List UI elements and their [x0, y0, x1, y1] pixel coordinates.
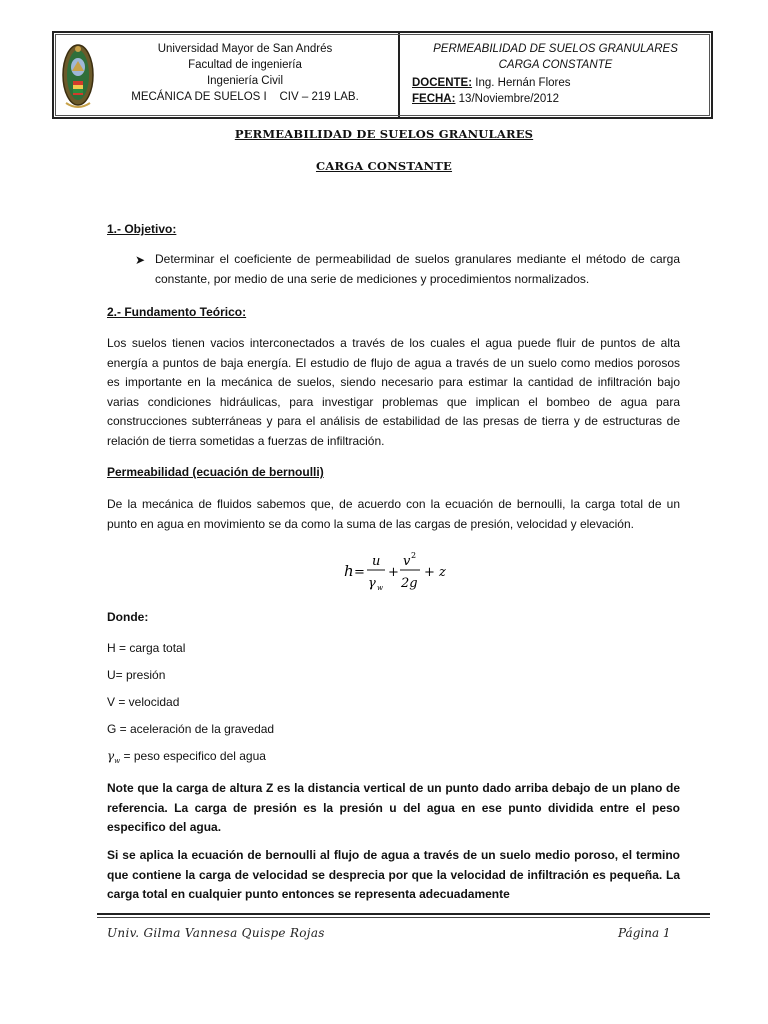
institution-block: [100, 41, 390, 105]
section-fundamento-heading: 2.- Fundamento Teórico:: [107, 305, 247, 319]
header-report-title: [400, 41, 711, 73]
formula-gamma: γ: [368, 576, 376, 591]
paragraph-medio-poroso: Si se aplica la ecuación de bernoulli al flujo de agua a través de un suelo medio poroso, el termino que contiene la carga de velocidad se desprecia por que la velocidad de infiltración es pequeña. La carga total en cualquier punto entonces se representa adecuadamente: [107, 848, 680, 902]
formula-equals: =: [354, 565, 365, 580]
section-objetivo-heading: 1.- Objetivo:: [107, 222, 177, 236]
document-subtitle: CARGA CONSTANTE: [315, 159, 453, 173]
docente-value: Ing. Hernán Flores: [472, 77, 571, 89]
header-title-line-1: PERMEABILIDAD DE SUELOS GRANULARES: [433, 43, 678, 55]
def-carga-total: H = carga total: [107, 641, 186, 655]
formula-gamma-sub: w: [377, 584, 383, 592]
formula-v-squared: 2: [411, 551, 417, 560]
def-presion: U= presión: [107, 668, 166, 682]
objective-text: Determinar el coeficiente de permeabilidad de suelos granulares mediante el método de carga constante, por medio de una serie de mediciones y procedimientos normalizados.: [155, 252, 680, 286]
paragraph-intro: Los suelos tienen vacios interconectados a través de los cuales el agua puede fluir de puntos de alta energía a puntos de baja energía. El estudio de flujo de agua a través de un suelo como medios porosos es importante en la mecánica de suelos, siendo necesario para estimar la cantidad de infiltración bajo varias condiciones hidráulicas, para investigar problemas que implican el bombeo de agua para construcciones subterráneas y para el análisis de estabilidad de las presas de tierra y de estructuras de relación de tierra sometidas a fuerzas de infiltración.: [107, 336, 680, 448]
paragraph-bernoulli: De la mecánica de fluidos sabemos que, de acuerdo con la ecuación de bernoulli, la carga total de un punto en agua en movimiento se da como la suma de las cargas de presión, velocidad y elevación.: [107, 497, 680, 531]
header-right-cell: [400, 33, 711, 117]
header-title-line-2: CARGA CONSTANTE: [498, 59, 613, 71]
def-velocidad: V = velocidad: [107, 695, 180, 709]
donde-label: Donde:: [107, 610, 149, 624]
university-seal-logo: [60, 41, 96, 113]
university-name: Universidad Mayor de San Andrés: [157, 43, 333, 55]
document-title: PERMEABILIDAD DE SUELOS GRANULARES: [234, 127, 534, 141]
faculty-name: Facultad de ingeniería: [188, 59, 302, 71]
header-left-cell: [54, 33, 400, 117]
docente-row: [412, 75, 571, 91]
career-name: Ingeniería Civil: [206, 75, 284, 87]
formula-plus-z: + z: [424, 565, 446, 580]
formula-2g: 2g: [401, 576, 418, 591]
formula-u: u: [372, 554, 381, 569]
fecha-row: [412, 91, 559, 107]
paragraph-altura: Note que la carga de altura Z es la distancia vertical de un punto dado arriba debajo de un plano de referencia. La carga de presión es la presión u del agua en ese punto dividida entre el peso especifico del agua.: [107, 781, 680, 835]
footer-page-number: Página 1: [618, 926, 671, 940]
course-name: MECÁNICA DE SUELOS I CIV – 219 LAB.: [131, 91, 359, 103]
gamma-subscript: w: [114, 757, 121, 765]
arrow-bullet-icon: ➤: [135, 253, 146, 267]
header-table: [52, 31, 713, 119]
bernoulli-formula: [340, 548, 460, 592]
fecha-label: FECHA:: [412, 93, 456, 105]
subsection-permeabilidad-heading: Permeabilidad (ecuación de bernoulli): [107, 465, 324, 479]
formula-plus-1: +: [388, 565, 399, 580]
def-peso-especifico: [107, 749, 266, 765]
formula-v: v: [403, 554, 411, 569]
docente-label: DOCENTE:: [412, 77, 473, 89]
footer-rule: [97, 913, 710, 915]
footer-author: Univ. Gilma Vannesa Quispe Rojas: [107, 926, 325, 940]
footer-rule-thin: [97, 917, 710, 918]
fecha-value: 13/Noviembre/2012: [455, 93, 560, 105]
gamma-symbol: γ: [107, 749, 115, 763]
def-gravedad: G = aceleración de la gravedad: [107, 722, 275, 736]
formula-h: h: [344, 562, 354, 580]
gamma-def-text: = peso especifico del agua: [123, 749, 266, 763]
